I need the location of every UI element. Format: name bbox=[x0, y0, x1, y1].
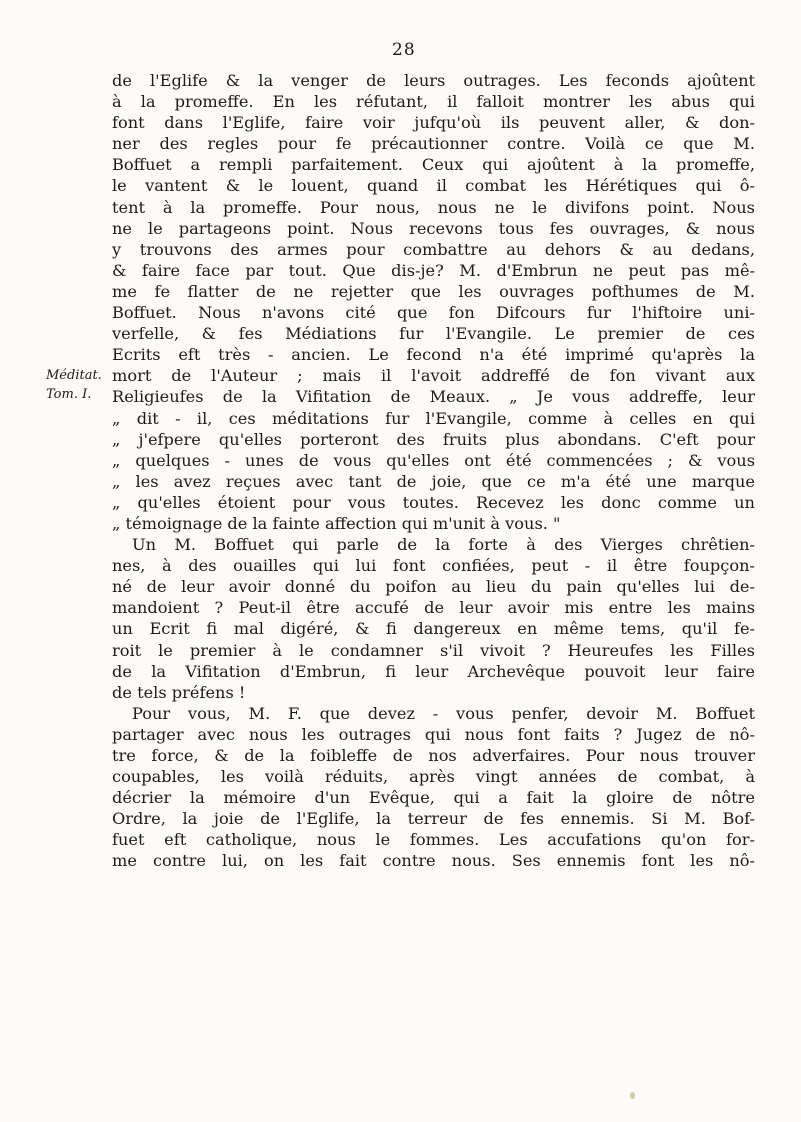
text-line: „ j'efpere qu'elles porteront des fruits plus abondans. C'eft pour bbox=[112, 429, 755, 449]
text-line: nes, à des ouailles qui lui font confiées, peut - il être foupçon- bbox=[112, 556, 755, 576]
text-line: le vantent & le louent, quand il combat les Hérétiques qui ô- bbox=[112, 176, 755, 196]
margin-note-line: Méditat. bbox=[46, 368, 102, 383]
text-line: tent à la promeffe. Pour nous, nous ne le divifons point. Nous bbox=[112, 197, 755, 217]
text-line: Boffuet a rempli parfaitement. Ceux qui ajoûtent à la promeffe, bbox=[112, 155, 755, 175]
text-line: Ecrits eft très - ancien. Le fecond n'a été imprimé qu'après la bbox=[112, 345, 755, 365]
text-line: me contre lui, on les fait contre nous. Ses ennemis font les nô- bbox=[112, 851, 755, 871]
text-line: coupables, les voilà réduits, après vingt années de combat, à bbox=[112, 767, 755, 787]
text-line: Religieufes de la Vifitation de Meaux. „ Je vous addreffe, leur bbox=[112, 387, 755, 407]
text-line: mort de l'Auteur ; mais il l'avoit addreffé de fon vivant aux bbox=[112, 366, 755, 386]
page-number: 28 bbox=[392, 40, 416, 60]
text-line: ne le partageons point. Nous recevons tous fes ouvrages, & nous bbox=[112, 218, 755, 238]
text-line: „ qu'elles étoient pour vous toutes. Recevez les donc comme un bbox=[112, 492, 755, 512]
text-line: Un M. Boffuet qui parle de la forte à des Vierges chrêtien- bbox=[132, 535, 755, 555]
text-line: Ordre, la joie de l'Eglife, la terreur de fes ennemis. Si M. Bof- bbox=[112, 809, 755, 829]
text-line: „ quelques - unes de vous qu'elles ont été commencées ; & vous bbox=[112, 450, 755, 470]
text-line: décrier la mémoire d'un Evêque, qui a fait la gloire de nôtre bbox=[112, 788, 755, 808]
text-line: y trouvons des armes pour combattre au dehors & au dedans, bbox=[112, 239, 755, 259]
ink-stain bbox=[630, 1092, 635, 1099]
text-line: partager avec nous les outrages qui nous font faits ? Jugez de nô- bbox=[112, 724, 755, 744]
text-line: roit le premier à le condamner s'il vivoit ? Heureufes les Filles bbox=[112, 640, 755, 660]
text-line: Pour vous, M. F. que devez - vous penfer, devoir M. Boffuet bbox=[132, 703, 755, 723]
body-text bbox=[112, 70, 755, 872]
margin-note bbox=[46, 366, 104, 404]
text-line: tre force, & de la foibleffe de nos adverfaires. Pour nous trouver bbox=[112, 746, 755, 765]
text-line: ner des regles pour fe précautionner contre. Voilà ce que M. bbox=[112, 134, 755, 154]
text-line: „ témoignage de la fainte affection qui m'unit à vous. " bbox=[112, 513, 561, 533]
text-line: mandoient ? Peut-il être accufé de leur avoir mis entre les mains bbox=[112, 598, 755, 618]
text-line: fuet eft catholique, nous le fommes. Les accufations qu'on for- bbox=[112, 830, 755, 850]
margin-note-line: Tom. I. bbox=[46, 387, 92, 402]
text-line: me fe flatter de ne rejetter que les ouvrages pofthumes de M. bbox=[112, 281, 755, 301]
text-line: à la promeffe. En les réfutant, il falloit montrer les abus qui bbox=[112, 92, 755, 112]
text-line: né de leur avoir donné du poifon au lieu du pain qu'elles lui de- bbox=[112, 577, 755, 597]
text-line: de l'Eglife & la venger de leurs outrages. Les feconds ajoûtent bbox=[112, 71, 755, 90]
text-line: Boffuet. Nous n'avons cité que fon Difcours fur l'hiftoire uni- bbox=[112, 303, 755, 323]
text-line: un Ecrit fi mal digéré, & fi dangereux en même tems, qu'il fe- bbox=[112, 619, 755, 639]
text-line: „ les avez reçues avec tant de joie, que ce m'a été une marque bbox=[112, 471, 755, 491]
text-line: de la Vifitation d'Embrun, fi leur Archevêque pouvoit leur faire bbox=[112, 661, 755, 681]
text-line: „ dit - il, ces méditations fur l'Evangile, comme à celles en qui bbox=[112, 408, 755, 428]
text-line: verfelle, & fes Médiations fur l'Evangile. Le premier de ces bbox=[112, 324, 755, 344]
text-line: font dans l'Eglife, faire voir jufqu'où ils peuvent aller, & don- bbox=[112, 113, 755, 133]
text-line: de tels préfens ! bbox=[112, 682, 246, 702]
text-line: & faire face par tout. Que dis-je? M. d'Embrun ne peut pas mê- bbox=[112, 260, 755, 280]
